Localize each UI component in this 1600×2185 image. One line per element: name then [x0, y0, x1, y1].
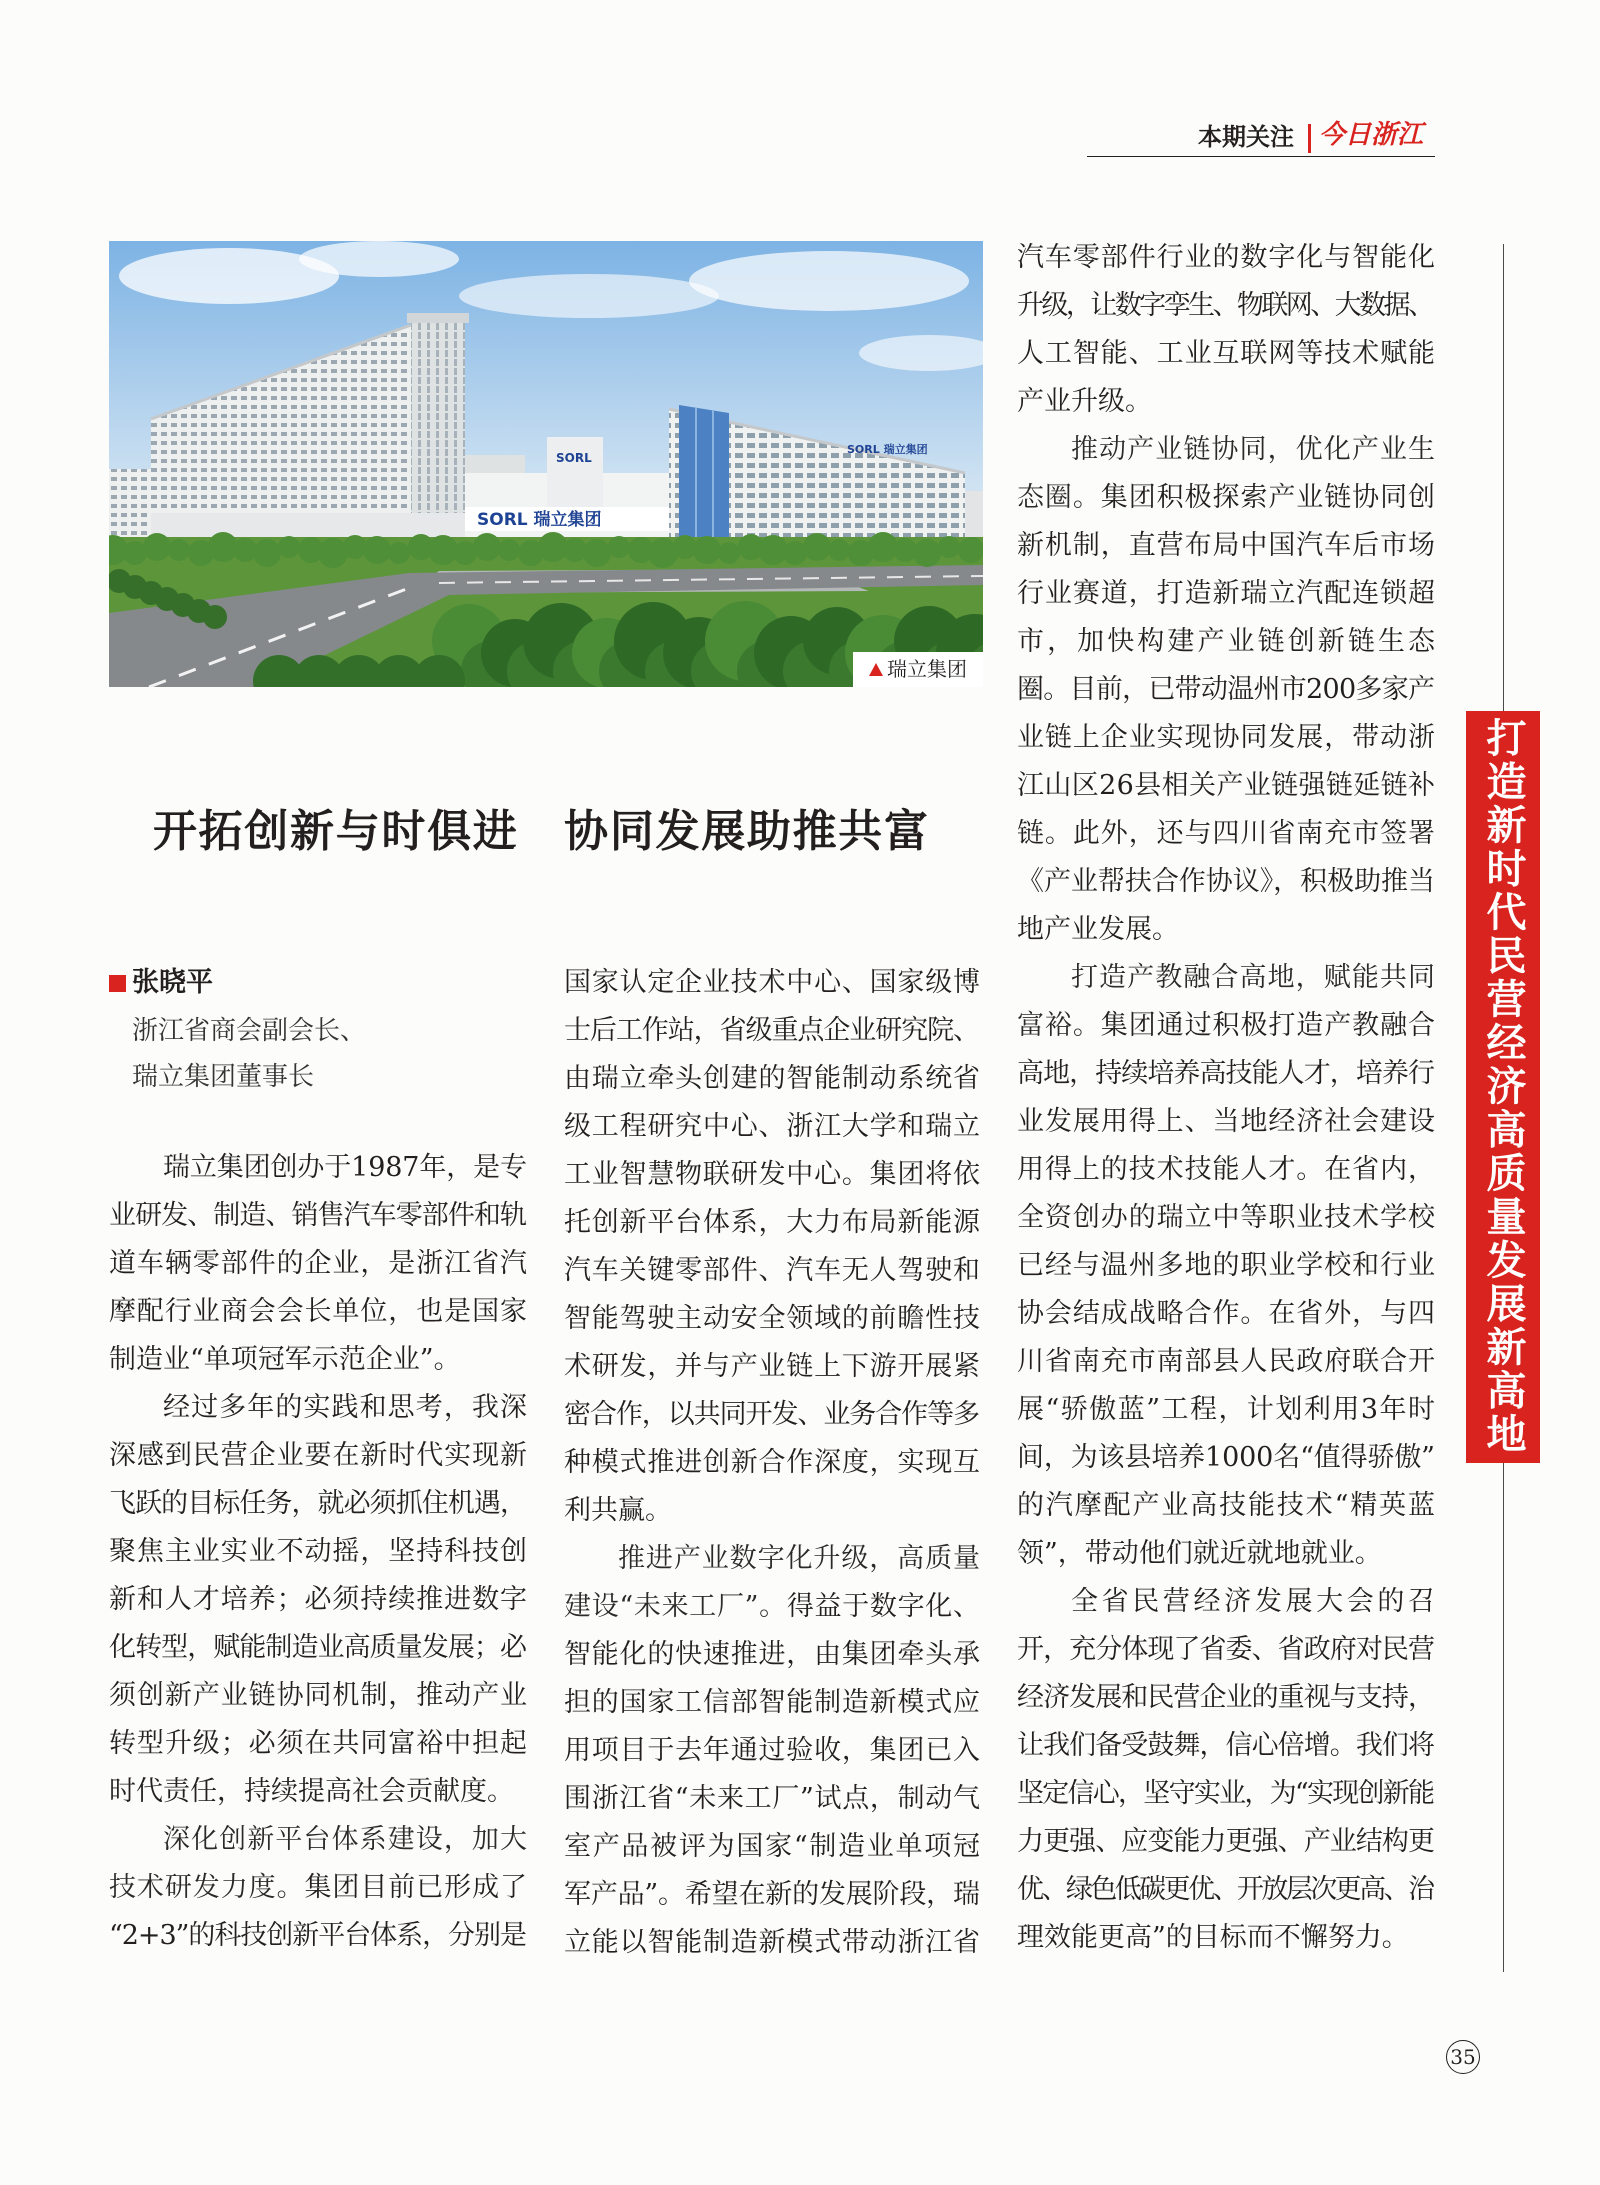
author-title-line: 瑞立集团董事长	[132, 1062, 315, 1092]
text-line	[1017, 618, 1439, 666]
text-column-1	[109, 1144, 527, 1960]
text-line	[1017, 1050, 1435, 1098]
tree	[318, 538, 348, 568]
text-line	[564, 959, 980, 1007]
body-text: 聚焦主业实业不动摇，坚持科技创	[109, 1536, 528, 1567]
header-rule	[1087, 156, 1435, 157]
body-text: 业链上企业实现协同发展，带动浙	[1017, 722, 1436, 753]
text-line	[564, 1871, 980, 1919]
tree	[648, 538, 678, 568]
annex-building	[465, 455, 525, 475]
body-text: 业研发、制造、销售汽车零部件和轨	[109, 1200, 527, 1231]
tree	[958, 537, 983, 563]
body-text: 让我们备受鼓舞，信心倍增。我们将	[1017, 1730, 1435, 1761]
body-text: 地产业发展。	[1017, 914, 1179, 945]
text-line	[1017, 1674, 1435, 1722]
photo-illustration	[109, 241, 983, 687]
tree	[253, 539, 281, 567]
body-text: 圈。目前，已带动温州市200多家产	[1017, 674, 1435, 705]
text-line	[1017, 282, 1435, 330]
text-line	[1017, 1434, 1435, 1482]
tree	[203, 605, 227, 629]
tree	[938, 536, 960, 558]
lead-in-text: 建设“未来工厂”。	[564, 1591, 787, 1622]
text-line	[564, 1919, 980, 1967]
photo-caption-text: 瑞立集团	[887, 657, 967, 681]
text-line	[109, 1384, 527, 1432]
signage-tower-text: SORL	[556, 451, 592, 465]
text-line	[109, 1720, 527, 1768]
text-line	[1017, 1146, 1435, 1194]
body-text: 已经与温州多地的职业学校和行业	[1017, 1250, 1436, 1281]
text-line	[564, 1775, 980, 1823]
body-text: 产业升级。	[1017, 386, 1152, 417]
text-line	[1017, 1098, 1435, 1146]
body-text: 集团积极探索产业链协同创	[1100, 482, 1436, 513]
body-text: 领”，带动他们就近就地就业。	[1017, 1538, 1382, 1569]
text-line	[1017, 714, 1435, 762]
text-line	[564, 1247, 980, 1295]
far-left-building	[109, 469, 157, 539]
magazine-brand-logo: 今日浙江	[1319, 120, 1424, 150]
signage-right: SORL 瑞立集团	[847, 443, 928, 456]
body-text: 时代责任，持续提高社会贡献度。	[109, 1776, 514, 1807]
body-text: 道车辆零部件的企业，是浙江省汽	[109, 1248, 528, 1279]
body-text: 集团通过积极打造产教融合	[1100, 1010, 1436, 1041]
body-text: 由瑞立牵头创建的智能制动系统省	[564, 1063, 981, 1094]
page-number: 35	[1446, 2040, 1480, 2074]
tree	[388, 542, 410, 564]
text-line	[109, 1144, 527, 1192]
text-line	[1017, 1818, 1435, 1866]
body-text: 汽车零部件行业的数字化与智能化	[1017, 242, 1436, 273]
text-line	[564, 1679, 980, 1727]
body-text: 展“骄傲蓝”工程，计划利用3年时	[1017, 1394, 1437, 1425]
body-text: 川省南充市南部县人民政府联合开	[1017, 1346, 1436, 1377]
body-text: “2+3”的科技创新平台体系，分别是	[109, 1920, 526, 1951]
text-line	[564, 1295, 980, 1343]
article-photo	[109, 241, 983, 687]
author-byline	[109, 966, 213, 1000]
body-text: 智能化的快速推进，由集团牵头承	[564, 1639, 981, 1670]
tree	[143, 533, 171, 561]
body-text: 经过多年的实践和思考，我深	[163, 1392, 529, 1423]
tree	[168, 539, 190, 561]
text-line	[564, 1631, 980, 1679]
signage-main: SORL 瑞立集团	[477, 510, 602, 530]
body-text: 化转型，赋能制造业高质量发展；必	[109, 1632, 527, 1663]
body-text: 国家认定企业技术中心、国家级博	[564, 967, 981, 998]
body-text: 种模式推进创新合作深度，实现互	[564, 1447, 981, 1478]
body-text: 行业赛道，打造新瑞立汽配连锁超	[1017, 578, 1436, 609]
body-text: 力更强、应变能力更强、产业结构更	[1017, 1826, 1435, 1857]
body-text: 高地，持续培养高技能人才，培养行	[1017, 1058, 1435, 1089]
body-text: 升级，让数字孪生、物联网、大数据、	[1017, 290, 1433, 321]
body-text: 士后工作站，省级重点企业研究院、	[564, 1015, 979, 1046]
body-text: 全资创办的瑞立中等职业技术学校	[1017, 1202, 1436, 1233]
body-text: 室产品被评为国家“制造业单项冠	[564, 1831, 982, 1862]
text-line	[1017, 1290, 1435, 1338]
tree	[363, 536, 391, 564]
body-text: 优、绿色低碳更优、开放层次更高、治	[1017, 1874, 1433, 1905]
body-text: 制造业“单项冠军示范企业”。	[109, 1344, 461, 1375]
text-line	[109, 1672, 527, 1720]
photo-caption	[853, 652, 983, 687]
author-title-line: 浙江省商会副会长、	[132, 1016, 367, 1046]
text-column-2	[564, 959, 980, 1967]
text-line	[564, 1151, 980, 1199]
text-line	[109, 1240, 527, 1288]
text-line	[564, 1103, 980, 1151]
text-line	[564, 1343, 980, 1391]
lead-in-text: 打造产教融合高地，赋能共同	[1071, 962, 1437, 993]
text-line	[1017, 954, 1435, 1002]
body-text: 经济发展和民营企业的重视与支持，	[1017, 1682, 1435, 1713]
text-line	[109, 1480, 527, 1528]
body-text: 工业智慧物联研发中心。集团将依	[564, 1159, 981, 1190]
text-line	[1017, 426, 1435, 474]
body-text: 的汽摩配产业高技能技术“精英蓝	[1017, 1490, 1437, 1521]
body-text: 人工智能、工业互联网等技术赋能	[1017, 338, 1436, 369]
cloud	[299, 241, 459, 277]
text-line	[109, 1336, 527, 1384]
tree	[828, 539, 850, 561]
body-text: 托创新平台体系，大力布局新能源	[564, 1207, 981, 1238]
text-line	[1017, 810, 1435, 858]
text-line	[1017, 1530, 1435, 1578]
lead-in-text: 推动产业链协同，优化产业生	[1071, 434, 1437, 465]
body-text: 军产品”。希望在新的发展阶段，瑞	[564, 1879, 980, 1910]
body-text: 深感到民营企业要在新时代实现新	[109, 1440, 528, 1471]
square-bullet-icon	[109, 975, 126, 992]
text-line	[1017, 1626, 1435, 1674]
body-text: 市，加快构建产业链创新链生态	[1017, 626, 1439, 657]
text-line	[109, 1528, 527, 1576]
text-line	[1017, 1386, 1435, 1434]
glass-atrium	[679, 405, 729, 551]
text-line	[1017, 1770, 1435, 1818]
body-text: 智能驾驶主动安全领域的前瞻性技	[564, 1303, 981, 1334]
text-line	[564, 1727, 980, 1775]
text-line	[1017, 666, 1435, 714]
body-text: 业发展用得上、当地经济社会建设	[1017, 1106, 1436, 1137]
body-text: 间，为该县培养1000名“值得骄傲”	[1017, 1442, 1435, 1473]
text-line	[564, 1391, 980, 1439]
body-text: 转型升级；必须在共同富裕中担起	[109, 1728, 528, 1759]
body-text: 飞跃的目标任务，就必须抓住机遇，	[109, 1488, 527, 1519]
signage-tower	[547, 437, 603, 507]
text-line	[109, 1432, 527, 1480]
lead-in-text: 态圈。	[1017, 482, 1101, 513]
text-line	[109, 1576, 527, 1624]
body-text: 协会结成战略合作。在省外，与四	[1017, 1298, 1436, 1329]
text-line	[564, 1055, 980, 1103]
text-line	[1017, 570, 1435, 618]
body-text: 《产业帮扶合作协议》，积极助推当	[1017, 866, 1435, 897]
text-line	[1017, 1866, 1435, 1914]
body-text: 立能以智能制造新模式带动浙江省	[564, 1927, 981, 1958]
text-line	[1017, 522, 1435, 570]
text-line	[109, 1192, 527, 1240]
body-text: 新和人才培养；必须持续推进数字	[109, 1584, 528, 1615]
body-text: 密合作，以共同开发、业务合作等多	[564, 1399, 979, 1430]
text-line	[109, 1768, 527, 1816]
body-text: 级工程研究中心、浙江大学和瑞立	[564, 1111, 981, 1142]
lead-in-text: 深化创新平台体系建设，加大	[163, 1824, 529, 1855]
tree	[473, 533, 501, 561]
text-line	[109, 1816, 527, 1864]
text-line	[564, 1823, 980, 1871]
text-line	[1017, 1194, 1435, 1242]
vertical-rule	[1503, 1463, 1504, 1972]
body-text: 集团目前已形成了	[304, 1872, 528, 1903]
text-line	[1017, 1482, 1435, 1530]
tree	[583, 539, 611, 567]
body-text: 担的国家工信部智能制造新模式应	[564, 1687, 981, 1718]
text-line	[1017, 1242, 1435, 1290]
body-text: 汽车关键零部件、汽车无人驾驶和	[564, 1255, 981, 1286]
side-banner	[1466, 711, 1540, 1463]
text-line	[1017, 1578, 1439, 1626]
text-line	[1017, 378, 1435, 426]
section-label: 本期关注	[1198, 123, 1294, 151]
lead-in-text: 富裕。	[1017, 1010, 1101, 1041]
text-line	[564, 1487, 980, 1535]
body-text: 摩配行业商会会长单位，也是国家	[109, 1296, 528, 1327]
tower-cap	[407, 313, 469, 323]
text-line	[564, 1583, 980, 1631]
author-name: 张晓平	[132, 967, 213, 998]
office-tower	[411, 321, 465, 539]
tree	[608, 536, 630, 558]
text-line	[1017, 1002, 1435, 1050]
text-line	[1017, 1914, 1435, 1962]
text-line	[1017, 330, 1435, 378]
text-line	[1017, 234, 1435, 282]
text-line	[1017, 1338, 1435, 1386]
text-line	[1017, 858, 1435, 906]
text-line	[1017, 906, 1435, 954]
text-line	[1017, 474, 1435, 522]
cloud	[689, 251, 969, 311]
body-text: 须创新产业链协同机制，推动产业	[109, 1680, 528, 1711]
tree	[693, 536, 721, 564]
text-line	[1017, 1722, 1435, 1770]
cloud	[459, 274, 719, 318]
body-text: 得益于数字化、	[786, 1591, 981, 1622]
text-line	[109, 1288, 527, 1336]
text-line	[564, 1007, 980, 1055]
body-text: 链。此外，还与四川省南充市签署	[1017, 818, 1436, 849]
header-separator	[1308, 124, 1311, 153]
triangle-up-icon	[869, 663, 883, 676]
tree	[498, 539, 520, 561]
body-text: 瑞立集团创办于1987年，是专	[163, 1152, 527, 1183]
text-line	[564, 1199, 980, 1247]
tree	[278, 536, 300, 558]
text-line	[109, 1864, 527, 1912]
body-text: 江山区26县相关产业链强链延链补	[1017, 770, 1436, 801]
body-text: 坚定信心，坚守实业，为“实现创新能	[1017, 1778, 1434, 1809]
body-text: 用得上的技术技能人才。在省内，	[1017, 1154, 1436, 1185]
body-text: 利共赢。	[564, 1495, 672, 1526]
text-line	[564, 1439, 980, 1487]
body-text: 开，充分体现了省委、省政府对民营	[1017, 1634, 1435, 1665]
body-text: 理效能更高”的目标而不懈努力。	[1017, 1922, 1409, 1953]
vertical-rule	[1503, 244, 1504, 711]
lead-in-text: 推进产业数字化升级，高质量	[618, 1543, 981, 1574]
body-text: 新机制，直营布局中国汽车后市场	[1017, 530, 1436, 561]
tree	[913, 539, 941, 567]
body-text: 围浙江省“未来工厂”试点，制动气	[564, 1783, 981, 1814]
article-title: 开拓创新与时俱进 协同发展助推共富	[153, 806, 930, 857]
side-banner-text: 打造新时代民营经济高质量发展新高地	[1480, 717, 1527, 1457]
text-line	[564, 1535, 980, 1583]
body-text: 全省民营经济发展大会的召	[1071, 1586, 1439, 1617]
text-column-3	[1017, 234, 1439, 1962]
lead-in-text: 技术研发力度。	[109, 1872, 305, 1903]
tree	[718, 542, 740, 564]
text-line	[1017, 762, 1435, 810]
text-line	[109, 1624, 527, 1672]
body-text: 用项目于去年通过验收，集团已入	[564, 1735, 981, 1766]
text-line	[109, 1912, 527, 1960]
body-text: 术研发，并与产业链上下游开展紧	[564, 1351, 981, 1382]
author-titles	[132, 1008, 366, 1100]
tree	[803, 533, 831, 561]
